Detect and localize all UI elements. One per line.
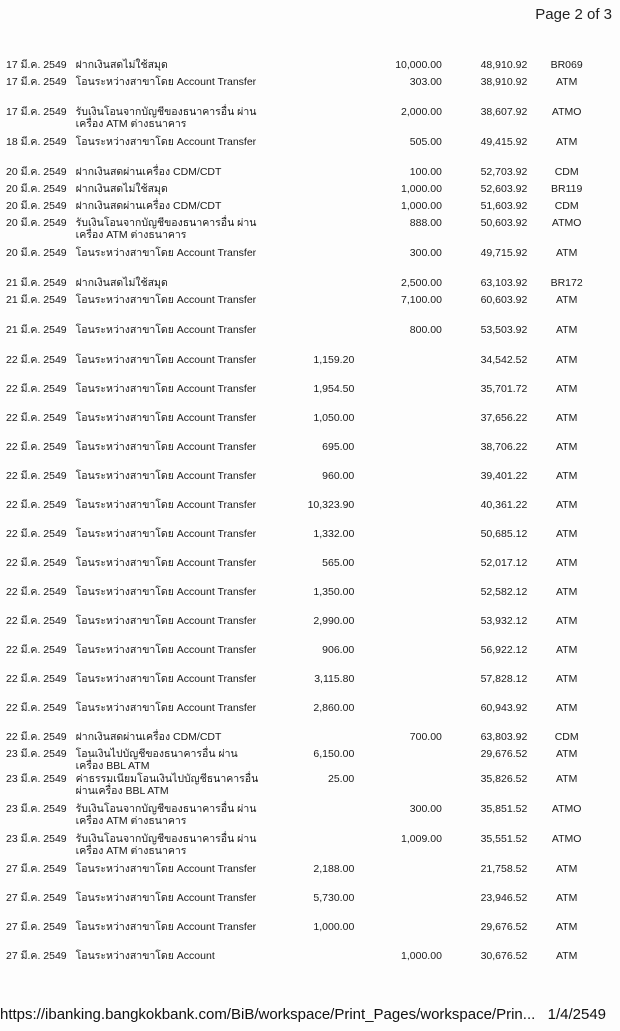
table-row — [6, 59, 606, 76]
row-description: โอนระหว่างสาขาโดย Account Transfer — [75, 528, 257, 540]
row-withdrawal — [264, 324, 354, 354]
row-deposit: 888.00 — [409, 217, 442, 229]
table-row — [6, 441, 606, 470]
row-description: โอนระหว่างสาขาโดย Account Transfer — [75, 921, 257, 933]
row-description: โอนระหว่างสาขาโดย Account Transfer — [75, 412, 257, 424]
row-balance: 49,715.92 — [480, 247, 528, 259]
row-channel: ATMO — [551, 803, 582, 815]
page-label: Page 2 of 3 — [535, 6, 612, 23]
row-date: 22 มี.ค. 2549 — [6, 354, 67, 366]
table-row — [6, 748, 606, 773]
row-balance: 35,701.72 — [480, 383, 528, 395]
row-deposit: 2,000.00 — [401, 106, 442, 118]
row-channel: ATM — [555, 702, 578, 714]
row-balance: 51,603.92 — [480, 200, 528, 212]
row-balance: 52,582.12 — [480, 586, 528, 598]
row-balance: 60,603.92 — [480, 294, 528, 306]
row-withdrawal: 1,332.00 — [313, 528, 355, 540]
row-balance: 29,676.52 — [480, 921, 528, 933]
row-deposit: 7,100.00 — [401, 294, 442, 306]
table-row — [6, 247, 606, 277]
row-description: ฝากเงินสดผ่านเครื่อง CDM/CDT — [75, 731, 222, 743]
table-row — [6, 803, 606, 833]
table-row — [6, 383, 606, 412]
row-balance: 35,551.52 — [480, 833, 528, 845]
row-balance: 52,603.92 — [480, 183, 528, 195]
table-row — [6, 950, 606, 970]
row-balance: 60,943.92 — [480, 702, 528, 714]
row-withdrawal — [264, 183, 354, 200]
row-deposit — [354, 383, 442, 412]
row-withdrawal — [264, 731, 354, 748]
row-description: ฝากเงินสดไม่ใช้สมุด — [75, 277, 168, 289]
row-channel: ATMO — [551, 833, 582, 845]
row-withdrawal: 25.00 — [328, 773, 355, 785]
table-row — [6, 200, 606, 217]
row-date: 22 มี.ค. 2549 — [6, 702, 67, 714]
row-description: โอนระหว่างสาขาโดย Account Transfer — [75, 441, 257, 453]
table-row — [6, 294, 606, 324]
row-deposit — [354, 441, 442, 470]
print-footer — [0, 1006, 606, 1023]
row-withdrawal — [264, 277, 354, 294]
row-deposit: 10,000.00 — [395, 59, 442, 71]
row-balance: 63,103.92 — [480, 277, 528, 289]
row-channel: ATM — [555, 324, 578, 336]
row-date: 21 มี.ค. 2549 — [6, 294, 67, 306]
row-date: 17 มี.ค. 2549 — [6, 106, 67, 118]
row-balance: 30,676.52 — [480, 950, 528, 962]
row-channel: CDM — [554, 166, 579, 178]
row-balance: 50,603.92 — [480, 217, 528, 229]
row-deposit — [354, 921, 442, 950]
row-withdrawal: 1,954.50 — [313, 383, 355, 395]
row-withdrawal — [264, 59, 354, 76]
row-deposit — [354, 354, 442, 383]
row-channel: ATM — [555, 748, 578, 760]
row-balance: 49,415.92 — [480, 136, 528, 148]
row-deposit: 303.00 — [409, 76, 442, 88]
row-withdrawal — [264, 106, 354, 136]
row-date: 21 มี.ค. 2549 — [6, 277, 67, 289]
row-channel: ATM — [555, 441, 578, 453]
row-description: รับเงินโอนจากบัญชีของธนาคารอื่น ผ่านเครื่อง ATM ต่างธนาคาร — [75, 106, 257, 130]
row-description: โอนระหว่างสาขาโดย Account — [75, 950, 215, 962]
row-date: 22 มี.ค. 2549 — [6, 499, 67, 511]
row-withdrawal — [264, 803, 354, 833]
row-description: ค่าธรรมเนียมโอนเงินไปบัญชีธนาคารอื่นผ่านเครื่อง BBL ATM — [75, 773, 259, 797]
row-withdrawal — [264, 294, 354, 324]
row-channel: BR069 — [550, 59, 583, 71]
row-date: 17 มี.ค. 2549 — [6, 76, 67, 88]
row-balance: 38,607.92 — [480, 106, 528, 118]
row-channel: ATM — [555, 136, 578, 148]
row-balance: 23,946.52 — [480, 892, 528, 904]
table-row — [6, 470, 606, 499]
row-description: โอนระหว่างสาขาโดย Account Transfer — [75, 470, 257, 482]
row-description: โอนระหว่างสาขาโดย Account Transfer — [75, 383, 257, 395]
row-withdrawal — [264, 217, 354, 247]
row-balance: 29,676.52 — [480, 748, 528, 760]
row-channel: ATM — [555, 586, 578, 598]
row-channel: ATM — [555, 950, 578, 962]
row-channel: ATM — [555, 294, 578, 306]
row-date: 22 มี.ค. 2549 — [6, 470, 67, 482]
table-row — [6, 731, 606, 748]
row-withdrawal: 1,000.00 — [313, 921, 355, 933]
row-balance: 53,932.12 — [480, 615, 528, 627]
row-description: โอนระหว่างสาขาโดย Account Transfer — [75, 76, 257, 88]
row-withdrawal: 906.00 — [322, 644, 355, 656]
table-row — [6, 217, 606, 247]
row-channel: ATM — [555, 773, 578, 785]
table-row — [6, 106, 606, 136]
table-row — [6, 615, 606, 644]
row-date: 22 มี.ค. 2549 — [6, 731, 67, 743]
table-row — [6, 528, 606, 557]
row-date: 20 มี.ค. 2549 — [6, 183, 67, 195]
row-channel: ATM — [555, 528, 578, 540]
row-balance: 50,685.12 — [480, 528, 528, 540]
row-channel: ATM — [555, 892, 578, 904]
row-withdrawal — [264, 247, 354, 277]
row-deposit: 1,000.00 — [401, 200, 442, 212]
row-withdrawal: 2,860.00 — [313, 702, 355, 714]
table-row — [6, 412, 606, 441]
row-description: โอนระหว่างสาขาโดย Account Transfer — [75, 557, 257, 569]
row-deposit — [354, 615, 442, 644]
row-date: 17 มี.ค. 2549 — [6, 59, 67, 71]
row-date: 27 มี.ค. 2549 — [6, 892, 67, 904]
row-withdrawal — [264, 166, 354, 183]
row-description: ฝากเงินสดไม่ใช้สมุด — [75, 183, 168, 195]
row-withdrawal: 695.00 — [322, 441, 355, 453]
row-balance: 21,758.52 — [480, 863, 528, 875]
row-deposit: 700.00 — [409, 731, 442, 743]
row-channel: ATM — [555, 673, 578, 685]
row-withdrawal: 2,990.00 — [313, 615, 355, 627]
row-description: โอนระหว่างสาขาโดย Account Transfer — [75, 644, 257, 656]
row-description: รับเงินโอนจากบัญชีของธนาคารอื่น ผ่านเครื่อง ATM ต่างธนาคาร — [75, 217, 257, 241]
row-channel: ATM — [555, 921, 578, 933]
row-description: โอนระหว่างสาขาโดย Account Transfer — [75, 615, 257, 627]
row-channel: ATM — [555, 354, 578, 366]
row-deposit — [354, 644, 442, 673]
row-deposit — [354, 702, 442, 731]
row-deposit: 1,000.00 — [401, 183, 442, 195]
row-date: 27 มี.ค. 2549 — [6, 863, 67, 875]
row-deposit — [354, 470, 442, 499]
row-withdrawal — [264, 200, 354, 217]
row-date: 20 มี.ค. 2549 — [6, 247, 67, 259]
row-channel: ATM — [555, 863, 578, 875]
row-withdrawal — [264, 76, 354, 106]
row-date: 22 มี.ค. 2549 — [6, 441, 67, 453]
row-description: โอนระหว่างสาขาโดย Account Transfer — [75, 586, 257, 598]
row-date: 22 มี.ค. 2549 — [6, 557, 67, 569]
row-deposit — [354, 557, 442, 586]
row-date: 22 มี.ค. 2549 — [6, 644, 67, 656]
row-description: โอนระหว่างสาขาโดย Account Transfer — [75, 499, 257, 511]
row-description: ฝากเงินสดผ่านเครื่อง CDM/CDT — [75, 200, 222, 212]
row-withdrawal — [264, 833, 354, 863]
transaction-table — [6, 59, 606, 970]
table-row — [6, 557, 606, 586]
row-date: 18 มี.ค. 2549 — [6, 136, 67, 148]
row-withdrawal: 10,323.90 — [307, 499, 355, 511]
row-balance: 48,910.92 — [480, 59, 528, 71]
table-row — [6, 833, 606, 863]
row-deposit: 505.00 — [409, 136, 442, 148]
row-withdrawal — [264, 136, 354, 166]
row-channel: ATM — [555, 412, 578, 424]
row-channel: ATM — [555, 615, 578, 627]
table-row — [6, 673, 606, 702]
row-balance: 38,910.92 — [480, 76, 528, 88]
row-channel: ATMO — [551, 106, 582, 118]
transaction-rows — [6, 59, 606, 970]
row-date: 20 มี.ค. 2549 — [6, 200, 67, 212]
row-withdrawal: 5,730.00 — [313, 892, 355, 904]
row-channel: ATM — [555, 470, 578, 482]
row-description: รับเงินโอนจากบัญชีของธนาคารอื่น ผ่านเครื่อง ATM ต่างธนาคาร — [75, 833, 257, 857]
row-withdrawal: 1,159.20 — [313, 354, 355, 366]
row-deposit — [354, 412, 442, 441]
table-row — [6, 644, 606, 673]
row-withdrawal: 2,188.00 — [313, 863, 355, 875]
row-description: โอนระหว่างสาขาโดย Account Transfer — [75, 136, 257, 148]
row-channel: ATM — [555, 76, 578, 88]
row-date: 23 มี.ค. 2549 — [6, 773, 67, 785]
row-deposit — [354, 586, 442, 615]
row-date: 23 มี.ค. 2549 — [6, 803, 67, 815]
table-row — [6, 76, 606, 106]
row-deposit — [354, 773, 442, 803]
row-description: โอนระหว่างสาขาโดย Account Transfer — [75, 673, 257, 685]
table-row — [6, 166, 606, 183]
row-description: รับเงินโอนจากบัญชีของธนาคารอื่น ผ่านเครื่อง ATM ต่างธนาคาร — [75, 803, 257, 827]
row-date: 27 มี.ค. 2549 — [6, 921, 67, 933]
row-deposit — [354, 528, 442, 557]
row-balance: 39,401.22 — [480, 470, 528, 482]
row-date: 23 มี.ค. 2549 — [6, 833, 67, 845]
table-row — [6, 921, 606, 950]
row-channel: ATM — [555, 557, 578, 569]
row-description: โอนระหว่างสาขาโดย Account Transfer — [75, 354, 257, 366]
table-row — [6, 324, 606, 354]
row-channel: ATM — [555, 247, 578, 259]
row-channel: ATM — [555, 499, 578, 511]
row-deposit — [354, 892, 442, 921]
row-withdrawal: 1,350.00 — [313, 586, 355, 598]
table-row — [6, 499, 606, 528]
table-row — [6, 354, 606, 383]
table-row — [6, 863, 606, 892]
row-balance: 37,656.22 — [480, 412, 528, 424]
table-row — [6, 183, 606, 200]
row-balance: 35,851.52 — [480, 803, 528, 815]
row-withdrawal: 6,150.00 — [313, 748, 355, 760]
row-channel: CDM — [554, 200, 579, 212]
row-channel: BR119 — [550, 183, 583, 195]
row-date: 22 มี.ค. 2549 — [6, 412, 67, 424]
row-withdrawal: 960.00 — [322, 470, 355, 482]
row-balance: 40,361.22 — [480, 499, 528, 511]
row-date: 23 มี.ค. 2549 — [6, 748, 67, 760]
row-deposit: 100.00 — [409, 166, 442, 178]
row-deposit — [354, 673, 442, 702]
row-deposit: 800.00 — [409, 324, 442, 336]
table-row — [6, 773, 606, 803]
row-date: 22 มี.ค. 2549 — [6, 528, 67, 540]
row-balance: 34,542.52 — [480, 354, 528, 366]
row-channel: ATMO — [551, 217, 582, 229]
table-row — [6, 586, 606, 615]
footer-url: https://ibanking.bangkokbank.com/BiB/workspace/Print_Pages/workspace/Prin... — [0, 1006, 536, 1023]
row-withdrawal — [264, 950, 354, 970]
row-date: 27 มี.ค. 2549 — [6, 950, 67, 962]
row-deposit: 2,500.00 — [401, 277, 442, 289]
row-description: โอนระหว่างสาขาโดย Account Transfer — [75, 247, 257, 259]
row-deposit — [354, 748, 442, 773]
row-description: โอนระหว่างสาขาโดย Account Transfer — [75, 863, 257, 875]
row-date: 20 มี.ค. 2549 — [6, 166, 67, 178]
table-row — [6, 277, 606, 294]
row-balance: 38,706.22 — [480, 441, 528, 453]
row-description: ฝากเงินสดไม่ใช้สมุด — [75, 59, 168, 71]
row-description: โอนระหว่างสาขาโดย Account Transfer — [75, 294, 257, 306]
row-balance: 63,803.92 — [480, 731, 528, 743]
row-balance: 52,017.12 — [480, 557, 528, 569]
row-deposit — [354, 863, 442, 892]
row-channel: BR172 — [550, 277, 583, 289]
row-withdrawal: 565.00 — [322, 557, 355, 569]
row-date: 20 มี.ค. 2549 — [6, 217, 67, 229]
row-channel: CDM — [554, 731, 579, 743]
row-date: 22 มี.ค. 2549 — [6, 586, 67, 598]
row-date: 21 มี.ค. 2549 — [6, 324, 67, 336]
row-description: โอนระหว่างสาขาโดย Account Transfer — [75, 892, 257, 904]
row-description: โอนระหว่างสาขาโดย Account Transfer — [75, 324, 257, 336]
row-deposit: 1,000.00 — [401, 950, 442, 962]
row-balance: 56,922.12 — [480, 644, 528, 656]
row-channel: ATM — [555, 644, 578, 656]
row-balance: 53,503.92 — [480, 324, 528, 336]
row-balance: 52,703.92 — [480, 166, 528, 178]
row-balance: 57,828.12 — [480, 673, 528, 685]
row-withdrawal: 1,050.00 — [313, 412, 355, 424]
row-description: ฝากเงินสดผ่านเครื่อง CDM/CDT — [75, 166, 222, 178]
row-date: 22 มี.ค. 2549 — [6, 615, 67, 627]
table-row — [6, 702, 606, 731]
row-withdrawal: 3,115.80 — [314, 673, 355, 685]
table-row — [6, 136, 606, 166]
row-deposit: 1,009.00 — [401, 833, 442, 845]
row-description: โอนระหว่างสาขาโดย Account Transfer — [75, 702, 257, 714]
row-date: 22 มี.ค. 2549 — [6, 383, 67, 395]
row-channel: ATM — [555, 383, 578, 395]
row-deposit: 300.00 — [409, 803, 442, 815]
table-row — [6, 892, 606, 921]
row-deposit: 300.00 — [409, 247, 442, 259]
row-description: โอนเงินไปบัญชีของธนาคารอื่น ผ่านเครื่อง BBL ATM — [75, 748, 238, 772]
row-date: 22 มี.ค. 2549 — [6, 673, 67, 685]
row-balance: 35,826.52 — [480, 773, 528, 785]
row-deposit — [354, 499, 442, 528]
footer-date: 1/4/2549 — [547, 1006, 606, 1023]
